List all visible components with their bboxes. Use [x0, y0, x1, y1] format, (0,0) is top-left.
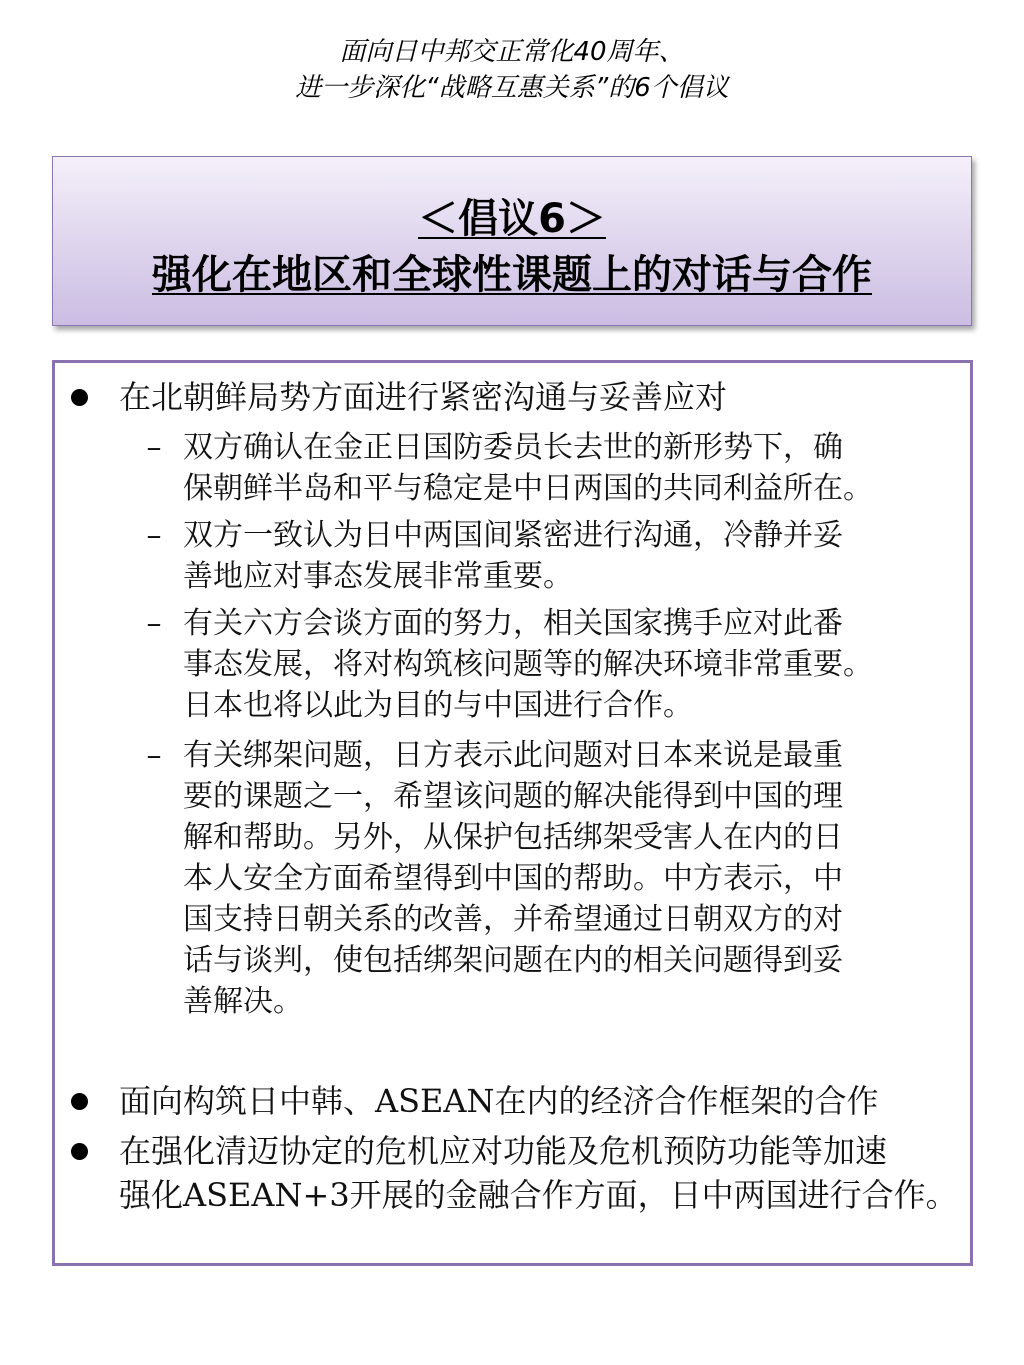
- sub-item-text: 国支持日朝关系的改善，并希望通过日朝双方的对: [183, 902, 843, 937]
- sub-item-text: 双方确认在金正日国防委员长去世的新形势下，确: [183, 430, 843, 465]
- bullet-item: [71, 1079, 959, 1123]
- header-line-2: 进一步深化“战略互惠关系”的6个倡议: [295, 73, 729, 103]
- proposal-title-box: [52, 156, 972, 326]
- bullet-dot-icon: [71, 389, 88, 406]
- sub-item: [146, 603, 943, 726]
- bullet-text: 在强化清迈协定的危机应对功能及危机预防功能等加速: [119, 1132, 888, 1170]
- bullet-dot-icon: [71, 1093, 88, 1110]
- sub-item-text: 善解决。: [183, 984, 303, 1019]
- content-box: [52, 360, 973, 1266]
- sub-item-text: 话与谈判，使包括绑架问题在内的相关问题得到妥: [183, 943, 843, 978]
- sub-item-text: 善地应对事态发展非常重要。: [183, 559, 573, 594]
- bullet-text: 强化ASEAN+3开展的金融合作方面，日中两国进行合作。: [119, 1176, 958, 1214]
- bullet-text: 在北朝鲜局势方面进行紧密沟通与妥善应对: [119, 378, 728, 416]
- sub-item: [146, 515, 943, 597]
- bullet-item: [71, 1129, 959, 1217]
- sub-item: [146, 735, 943, 1022]
- dash-icon: –: [146, 430, 162, 465]
- dash-icon: –: [146, 738, 162, 773]
- proposal-number: ＜倡议6＞: [418, 196, 606, 242]
- sub-item-text: 有关绑架问题，日方表示此问题对日本来说是最重: [183, 738, 843, 773]
- dash-icon: –: [146, 606, 162, 641]
- sub-item-text: 要的课题之一，希望该问题的解决能得到中国的理: [183, 779, 843, 814]
- sub-item-text: 双方一致认为日中两国间紧密进行沟通，冷静并妥: [183, 518, 843, 553]
- sub-item-text: 事态发展，将对构筑核问题等的解决环境非常重要。: [183, 647, 873, 682]
- proposal-title: 强化在地区和全球性课题上的对话与合作: [152, 252, 872, 298]
- header-line-1: 面向日中邦交正常化40周年、: [339, 37, 685, 67]
- sub-item: [146, 427, 943, 509]
- bullet-text: 面向构筑日中韩、ASEAN在内的经济合作框架的合作: [119, 1082, 879, 1120]
- sub-item-text: 保朝鲜半岛和平与稳定是中日两国的共同利益所在。: [183, 471, 873, 506]
- sub-item-text: 日本也将以此为目的与中国进行合作。: [183, 688, 693, 723]
- bullet-dot-icon: [71, 1143, 88, 1160]
- sub-item-text: 解和帮助。另外，从保护包括绑架受害人在内的日: [183, 820, 843, 855]
- bullet-item: [71, 375, 959, 419]
- dash-icon: –: [146, 518, 162, 553]
- sub-item-text: 有关六方会谈方面的努力，相关国家携手应对此番: [183, 606, 843, 641]
- document-header: [0, 34, 1024, 106]
- sub-item-text: 本人安全方面希望得到中国的帮助。中方表示，中: [183, 861, 843, 896]
